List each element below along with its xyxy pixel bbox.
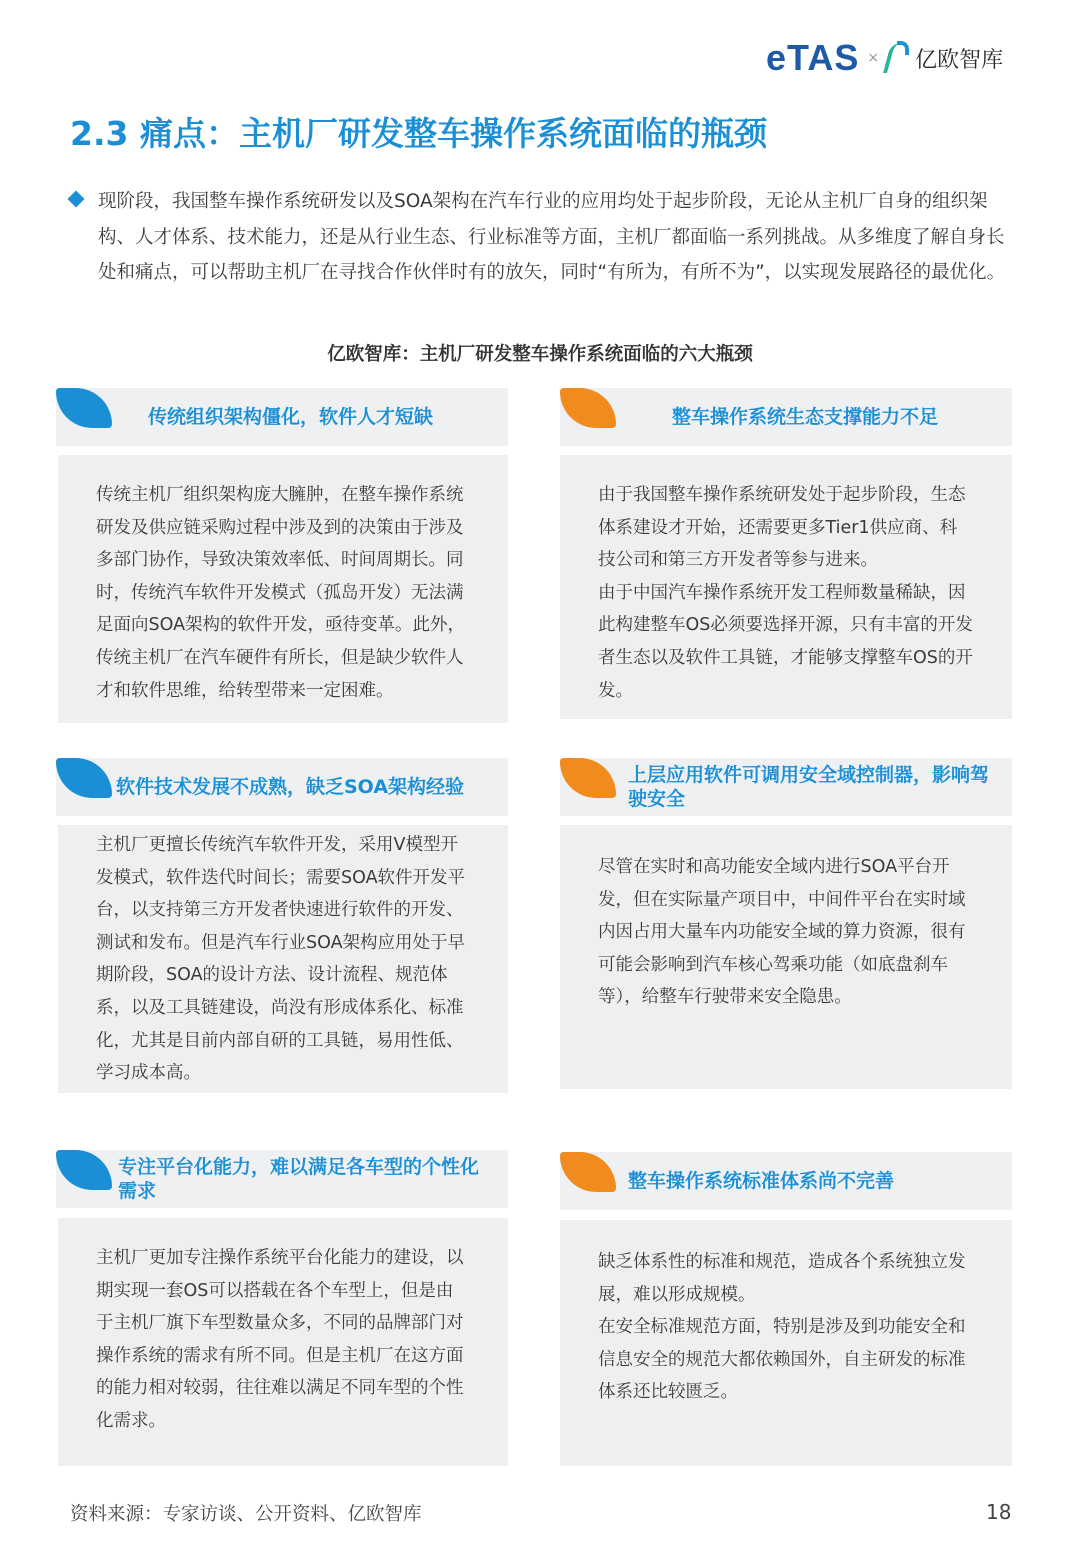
card-heading: 整车操作系统标准体系尚不完善 (628, 1170, 895, 1192)
source-note: 资料来源：专家访谈、公开资料、亿欧智库 (70, 1504, 422, 1525)
yiou-logo-mark-icon (885, 41, 911, 75)
card-body-standards: 缺乏体系性的标准和规范，造成各个系统独立发展，难以形成规模。 在安全标准规范方面，特别是涉及到功能安全和信息安全的规范大都依赖国外，自主研发的标准体系还比较匮乏。 (560, 1220, 1012, 1466)
card-header-ecosystem (560, 388, 1012, 446)
logo-separator: × (867, 50, 880, 66)
card-body-personalization: 主机厂更加专注操作系统平台化能力的建设，以期实现一套OS可以搭载在各个车型上，但是由于主机厂旗下车型数量众多，不同的品牌部门对操作系统的需求有所不同。但是主机厂在这方面的能力相对较弱，往往难以满足不同车型的个性化需求。 (58, 1218, 508, 1466)
leaf-accent-icon (56, 1150, 112, 1190)
card-body-ecosystem: 由于我国整车操作系统研发处于起步阶段，生态体系建设才开始，还需要更多Tier1供应商、科技公司和第三方开发者等参与进来。 由于中国汽车操作系统开发工程师数量稀缺，因此构建整车OS必须要选择开源，只有丰富的开发者生态以及软件工具链，才能够支撑整车OS的开发。 (560, 455, 1012, 719)
card-heading: 整车操作系统生态支撑能力不足 (672, 406, 939, 428)
diamond-bullet-icon (68, 191, 85, 208)
leaf-accent-icon (56, 388, 112, 428)
card-heading: 软件技术发展不成熟，缺乏SOA架构经验 (116, 776, 465, 798)
card-heading: 上层应用软件可调用安全域控制器，影响驾驶安全 (628, 764, 990, 810)
card-body-org-structure: 传统主机厂组织架构庞大臃肿，在整车操作系统研发及供应链采购过程中涉及到的决策由于涉及多部门协作，导致决策效率低、时间周期长。同时，传统汽车软件开发模式（孤岛开发）无法满足面向SOA架构的软件开发，亟待变革。此外，传统主机厂在汽车硬件有所长，但是缺少软件人才和软件思维，给转型带来一定困难。 (58, 455, 508, 723)
intro-text: 现阶段，我国整车操作系统研发以及SOA架构在汽车行业的应用均处于起步阶段，无论从主机厂自身的组织架构、人才体系、技术能力，还是从行业生态、行业标准等方面，主机厂都面临一系列挑战。从多维度了解自身长处和痛点，可以帮助主机厂在寻找合作伙伴时有的放矢，同时“有所为，有所不为”，以实现发展路径的最优化。 (98, 191, 1006, 283)
intro-paragraph (70, 184, 1020, 291)
card-header-soa-experience (56, 758, 508, 816)
card-heading: 专注平台化能力，难以满足各车型的个性化需求 (118, 1156, 480, 1202)
section-subtitle: 亿欧智库：主机厂研发整车操作系统面临的六大瓶颈 (327, 344, 753, 365)
leaf-accent-icon (560, 758, 616, 798)
card-body-soa-experience: 主机厂更擅长传统汽车软件开发，采用V模型开发模式，软件迭代时间长；需要SOA软件开发平台，以支持第三方开发者快速进行软件的开发、测试和发布。但是汽车行业SOA架构应用处于早期阶段，SOA的设计方法、设计流程、规范体系，以及工具链建设，尚没有形成体系化、标准化，尤其是目前内部自研的工具链，易用性低、学习成本高。 (58, 825, 508, 1093)
page-number: 18 (986, 1500, 1012, 1524)
card-header-safety-domain (560, 758, 1012, 816)
leaf-accent-icon (56, 758, 112, 798)
leaf-accent-icon (560, 388, 616, 428)
card-header-org-structure (56, 388, 508, 446)
page-title: 2.3 痛点：主机厂研发整车操作系统面临的瓶颈 (70, 114, 767, 153)
header-logo (766, 38, 1003, 78)
leaf-accent-icon (560, 1152, 616, 1192)
yiou-logo-text: 亿欧智库 (915, 47, 1004, 73)
card-heading: 传统组织架构僵化，软件人才短缺 (148, 406, 434, 428)
card-header-standards (560, 1152, 1012, 1210)
card-body-safety-domain: 尽管在实时和高功能安全域内进行SOA平台开发，但在实际量产项目中，中间件平台在实时域内因占用大量车内功能安全域的算力资源，很有可能会影响到汽车核心驾乘功能（如底盘刹车等），给整车行驶带来安全隐患。 (560, 825, 1012, 1089)
etas-logo: eTAS (766, 37, 860, 78)
card-header-personalization (56, 1150, 508, 1208)
